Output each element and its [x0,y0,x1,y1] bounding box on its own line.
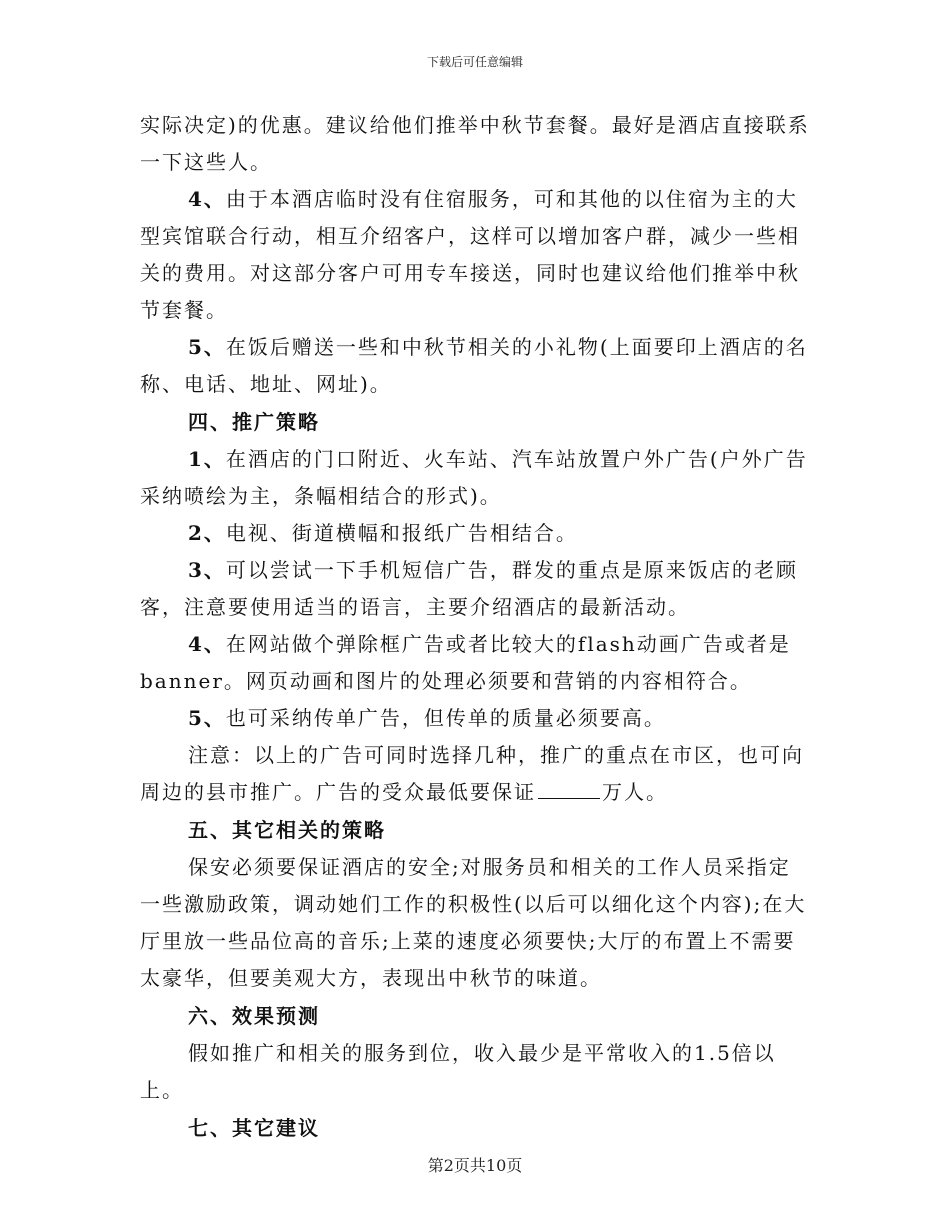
other-strategies-text: 保安必须要保证酒店的安全;对服务员和相关的工作人员采指定一些激励政策，调动她们工作的积极性(以后可以细化这个内容);在大厅里放一些品位高的音乐;上菜的速度必须要快;大厅的布置上不需要太豪华，但要美观大方，表现出中秋节的味道。 [140,855,807,990]
fill-in-blank [538,778,600,799]
item-number: 1、 [188,447,226,471]
paragraph-text: 也可采纳传单广告，但传单的质量必须要高。 [225,706,666,730]
note-text-end: 万人。 [602,780,668,804]
paragraph-text: 由于本酒店临时没有住宿服务，可和其他的以住宿为主的大型宾馆联合行动，相互介绍客户，这样可以增加客户群，减少一些相关的费用。对这部分客户可用专车接送，同时也建议给他们推举中秋节套餐。 [140,187,800,322]
item-number: 5、 [188,335,226,359]
paragraph-text: 可以尝试一下手机短信广告，群发的重点是原来饭店的老顾客，注意要使用适当的语言，主要介绍酒店的最新活动。 [140,558,798,619]
promotion-item-4 [140,626,810,700]
note-text: 注意：以上的广告可同时选择几种，推广的重点在市区，也可向周边的县市推广。广告的受众最低要保证 [140,743,804,804]
section-heading-promotion: 四、推广策略 [188,410,320,434]
item-number: 4、 [188,632,226,656]
paragraph-text: 在酒店的门口附近、火车站、汽车站放置户外广告(户外广告采纳喷绘为主，条幅相结合的形式)。 [140,447,808,508]
promotion-item-3 [140,552,810,626]
promotion-item-1 [140,441,810,515]
section-heading-forecast: 六、效果预测 [188,1004,320,1028]
item-number: 4、 [188,187,226,211]
paragraph-continued: 实际决定)的优惠。建议给他们推举中秋节套餐。最好是酒店直接联系一下这些人。 [140,113,810,174]
paragraph-text: 在饭后赠送一些和中秋节相关的小礼物(上面要印上酒店的名称、电话、地址、网址)。 [140,335,808,396]
document-body [140,107,810,1147]
forecast-text: 假如推广和相关的服务到位，收入最少是平常收入的1.5倍以上。 [140,1041,776,1102]
item-number: 5、 [188,706,226,730]
paragraph-text: 电视、街道横幅和报纸广告相结合。 [225,521,578,545]
paragraph-item-4 [140,181,810,329]
page-header: 下载后可任意编辑 [426,55,523,69]
paragraph-text: 在网站做个弹除框广告或者比较大的flash动画广告或者是banner。网页动画和图片的处理必须要和营销的内容相符合。 [140,632,791,693]
section-heading-other-suggestions: 七、其它建议 [188,1116,320,1140]
item-number: 2、 [188,521,226,545]
page-footer: 第2页共10页 [427,1156,523,1175]
promotion-item-2 [140,515,810,552]
promotion-note [140,737,810,811]
section-heading-other-strategies: 五、其它相关的策略 [188,818,386,842]
paragraph-item-5 [140,329,810,403]
promotion-item-5 [140,700,810,737]
item-number: 3、 [188,558,226,582]
